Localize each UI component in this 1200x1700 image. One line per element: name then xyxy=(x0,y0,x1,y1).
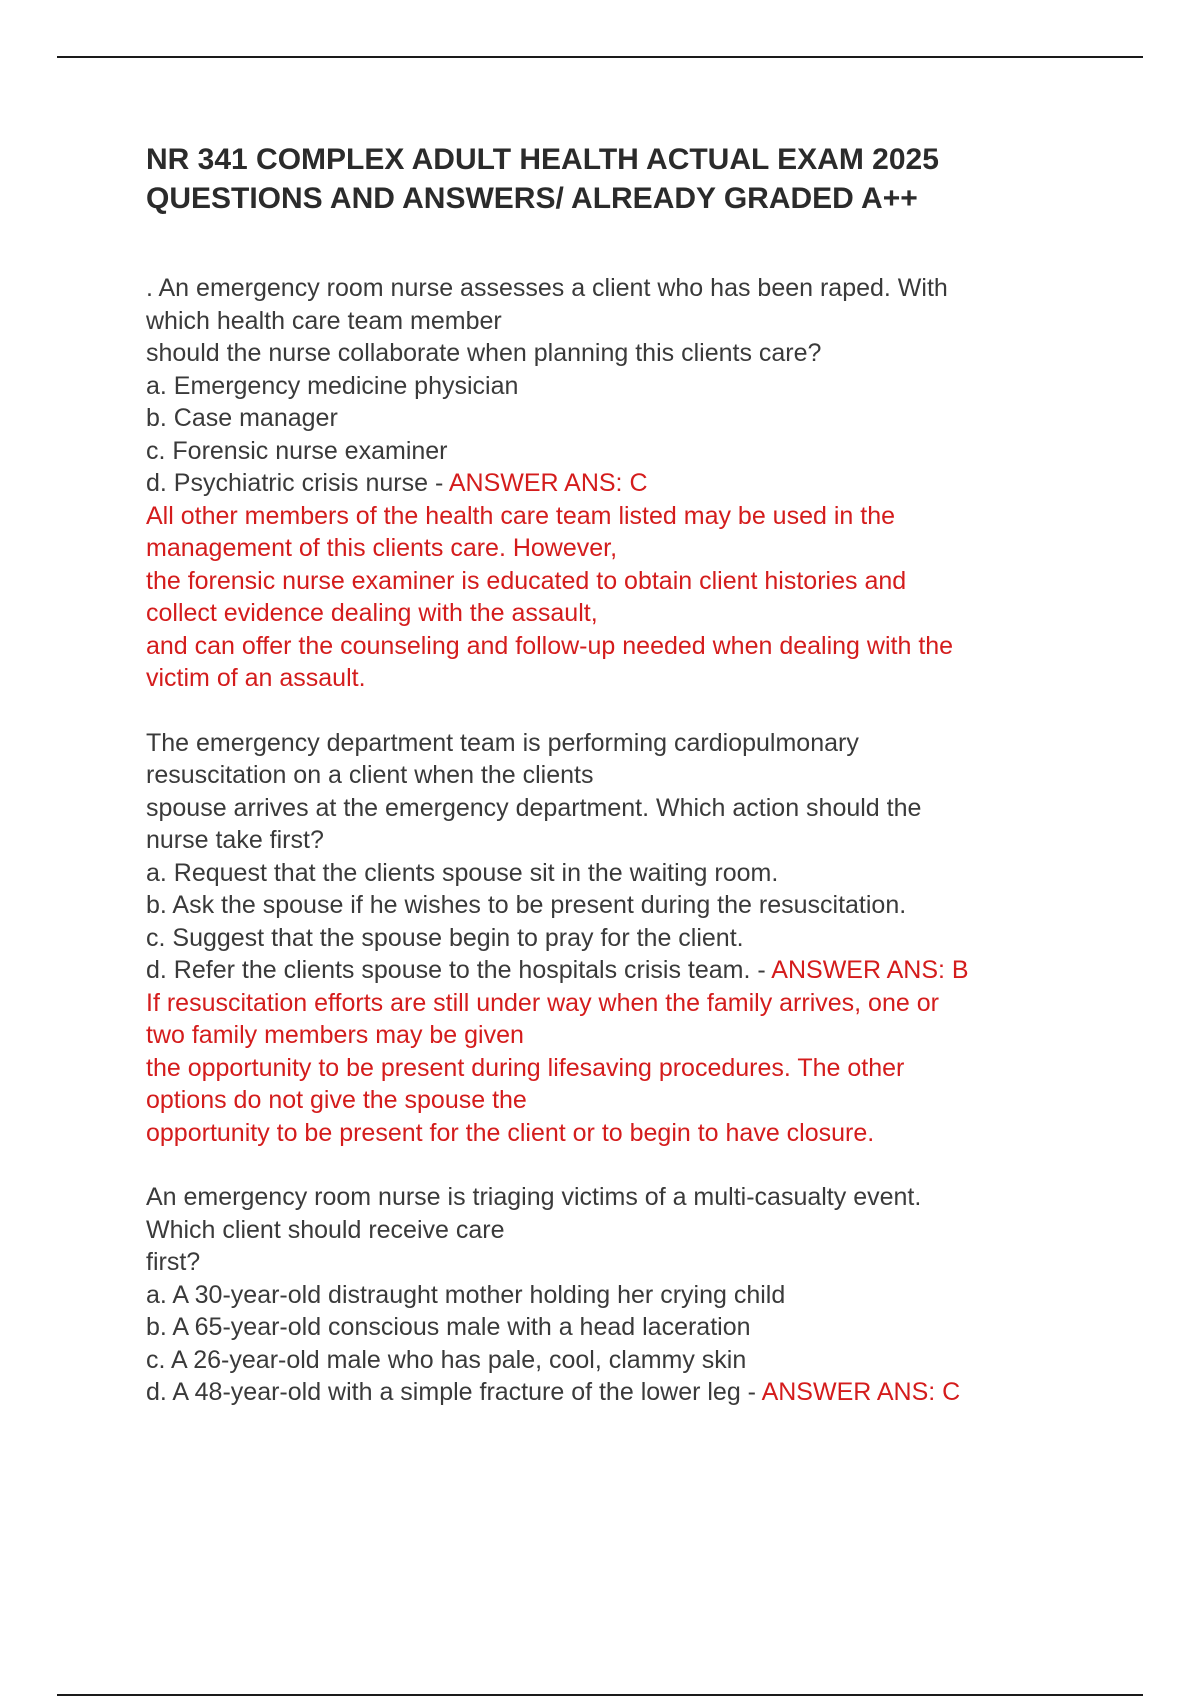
answer-option-d xyxy=(146,467,1106,500)
document-title xyxy=(146,140,1106,218)
answer-option-d xyxy=(146,1376,1106,1409)
bottom-rule xyxy=(57,1694,1143,1696)
question-stem-line: resuscitation on a client when the clients xyxy=(146,761,594,789)
question-stem-line: nurse take first? xyxy=(146,826,324,854)
rationale-line: victim of an assault. xyxy=(146,664,366,692)
question-stem-line: which health care team member xyxy=(146,306,502,335)
rationale-line: If resuscitation efforts are still under way when the family arrives, one or xyxy=(146,988,939,1017)
answer-option-c: c. Forensic nurse examiner xyxy=(146,436,448,465)
question-stem-line: The emergency department team is performing cardiopulmonary xyxy=(146,728,859,757)
rationale-line: collect evidence dealing with the assault, xyxy=(146,599,598,627)
question-stem-line: spouse arrives at the emergency department. Which action should the xyxy=(146,793,922,822)
top-rule xyxy=(57,56,1143,58)
title-line: NR 341 COMPLEX ADULT HEALTH ACTUAL EXAM 2025 xyxy=(146,143,939,176)
question-stem-line: An emergency room nurse is triaging victims of a multi-casualty event. xyxy=(146,1183,922,1211)
answer-option-c: c. A 26-year-old male who has pale, cool, clammy skin xyxy=(146,1345,747,1374)
question-3 xyxy=(146,1181,1106,1409)
answer-option-a: a. A 30-year-old distraught mother holding her crying child xyxy=(146,1280,786,1309)
answer-option-b: b. Ask the spouse if he wishes to be present during the resuscitation. xyxy=(146,891,907,919)
answer-option-a: a. Emergency medicine physician xyxy=(146,371,519,400)
rationale-line: two family members may be given xyxy=(146,1021,524,1049)
answer-key: ANSWER ANS: C xyxy=(448,469,648,497)
question-stem-line: first? xyxy=(146,1248,201,1276)
rationale-line: management of this clients care. However, xyxy=(146,534,618,562)
rationale-line: the opportunity to be present during lifesaving procedures. The other xyxy=(146,1053,905,1082)
answer-key: ANSWER ANS: B xyxy=(771,956,969,984)
document-body xyxy=(146,140,1106,1441)
question-2 xyxy=(146,727,1106,1150)
answer-option-b: b. A 65-year-old conscious male with a head laceration xyxy=(146,1313,751,1341)
option-text: d. Psychiatric crisis nurse - xyxy=(146,469,449,497)
rationale-line: opportunity to be present for the client or to begin to have closure. xyxy=(146,1118,875,1147)
question-stem-line: . An emergency room nurse assesses a client who has been raped. With xyxy=(146,274,948,302)
answer-option-a: a. Request that the clients spouse sit in the waiting room. xyxy=(146,858,779,887)
rationale-line: All other members of the health care team listed may be used in the xyxy=(146,501,895,530)
question-stem-line: should the nurse collaborate when planning this clients care? xyxy=(146,339,822,367)
answer-option-d xyxy=(146,954,1106,987)
rationale-line: and can offer the counseling and follow-up needed when dealing with the xyxy=(146,631,954,660)
rationale-line: options do not give the spouse the xyxy=(146,1086,527,1114)
answer-option-c: c. Suggest that the spouse begin to pray for the client. xyxy=(146,923,744,952)
rationale-line: the forensic nurse examiner is educated to obtain client histories and xyxy=(146,566,907,595)
answer-option-b: b. Case manager xyxy=(146,404,338,432)
answer-key: ANSWER ANS: C xyxy=(761,1378,961,1406)
option-text: d. A 48-year-old with a simple fracture of the lower leg - xyxy=(146,1378,762,1406)
question-1 xyxy=(146,272,1106,695)
option-text: d. Refer the clients spouse to the hospitals crisis team. - xyxy=(146,956,772,984)
question-stem-line: Which client should receive care xyxy=(146,1215,505,1244)
title-line: QUESTIONS AND ANSWERS/ ALREADY GRADED A++ xyxy=(146,182,918,215)
